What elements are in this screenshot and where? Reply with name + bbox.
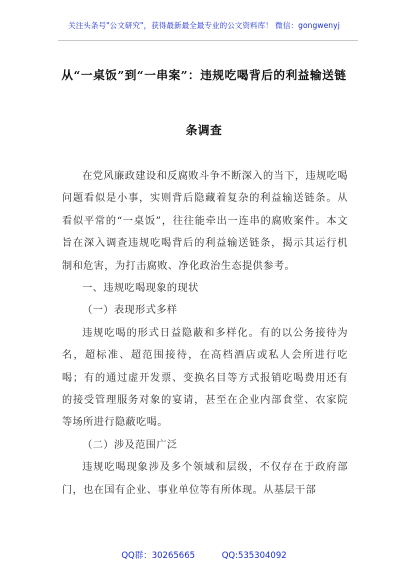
footer-qq: QQ:535304092 xyxy=(221,551,287,561)
footer-qq-group: QQ群：30265665 xyxy=(121,551,196,561)
header-divider xyxy=(58,40,358,41)
document-title-line-2: 条调查 xyxy=(185,123,223,137)
paragraph-forms: 违规吃喝的形式日益隐蔽和多样化。有的以公务接待为名，超标准、超范围接待，在高档酒店或私人会所进行吃喝；有的通过虚开发票、变换名目等方式报销吃喝费用还有的接受管理服务对象的宴请，甚至在企业内部食堂、农家院等场所进行隐蔽吃喝。 xyxy=(62,327,348,429)
subsection-heading-1: （一）表现形式多样 xyxy=(82,305,178,317)
header-notice: 关注头条号"公文研究"，获得最新最全最专业的公文资料库！ 微信：gongwenyj xyxy=(68,21,340,30)
document-body xyxy=(62,166,348,502)
section-heading-1: 一、违规吃喝现象的现状 xyxy=(82,283,199,295)
paragraph-scope: 违规吃喝现象涉及多个领域和层级，不仅存在于政府部门，也在国有企业、事业单位等有所体现。从基层干部 xyxy=(62,462,348,496)
paragraph-intro: 在党风廉政建设和反腐败斗争不断深入的当下，违规吃喝问题看似是小事，实则背后隐藏着复杂的利益输送链条。从看似平常的“一桌饭”，往往能牵出一连串的腐败案件。本文旨在深入调查违规吃喝背后的利益输送链条，揭示其运行机制和危害，为打击腐败、净化政治生态提供参考。 xyxy=(62,171,348,272)
document-title-line-1: 从“一桌饭”到“一串案”：违规吃喝背后的利益输送链 xyxy=(61,68,347,82)
footer-contact xyxy=(0,549,408,561)
subsection-heading-2: （二）涉及范围广泛 xyxy=(82,439,178,451)
